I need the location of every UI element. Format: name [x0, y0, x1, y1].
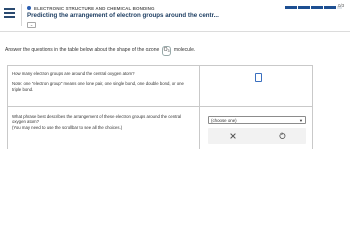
table-row — [8, 66, 312, 107]
progress-count: 0/3 — [338, 3, 345, 8]
instruction-before: Answer the questions in the table below about the shape of the ozone — [5, 47, 160, 53]
table-row — [8, 107, 312, 149]
progress-bar — [285, 6, 342, 9]
column-divider — [199, 107, 200, 149]
clear-button[interactable] — [226, 129, 240, 143]
header-bar — [0, 0, 350, 32]
topic-title: Predicting the arrangement of electron groups around the centr... — [27, 12, 219, 19]
ozone-formula — [162, 46, 172, 56]
question-hint: (You may need to use the scrollbar to see all the choices.) — [12, 124, 123, 130]
question-cell — [12, 71, 192, 92]
answer-action-bar — [208, 128, 306, 144]
question-cell — [12, 114, 192, 130]
question-table — [7, 65, 313, 149]
undo-icon — [278, 132, 286, 140]
header-divider — [21, 4, 22, 26]
subject-dot-icon — [27, 6, 31, 10]
question-electron-groups: How many electron groups are around the central oxygen atom? — [12, 71, 135, 76]
question-note: Note: one "electron group" means one lone pair, one single bond, one double bond, or one triple bond. — [12, 81, 184, 92]
menu-icon[interactable] — [4, 8, 15, 18]
undo-button[interactable] — [275, 129, 289, 143]
subject-line — [27, 4, 155, 12]
formula-main: O — [163, 47, 168, 53]
question-arrangement: What phrase best describes the arrangement of these electron groups around the central oxygen atom? — [12, 114, 182, 125]
electron-groups-input[interactable] — [255, 73, 262, 82]
formula-sub: 3 — [167, 49, 170, 53]
subject-title: ELECTRONIC STRUCTURE AND CHEMICAL BONDING — [34, 5, 155, 11]
chevron-down-icon[interactable]: ⌄ — [27, 22, 36, 28]
select-value: (choose one) — [211, 117, 237, 123]
column-divider — [199, 66, 200, 106]
x-icon — [229, 132, 237, 140]
arrangement-select[interactable] — [208, 116, 306, 124]
instruction-text — [5, 46, 195, 56]
instruction-after: molecule. — [173, 47, 196, 53]
chevron-down-icon: ▼ — [299, 117, 303, 123]
